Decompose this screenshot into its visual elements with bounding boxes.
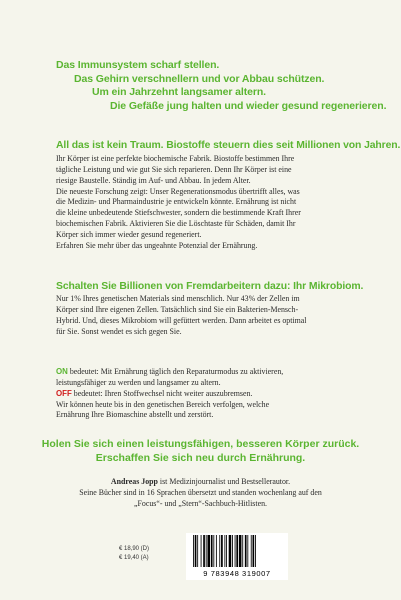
on-label: ON	[56, 367, 68, 376]
section2-line: Nur 1% Ihres genetischen Materials sind menschlich. Nur 43% der Zellen im	[56, 294, 300, 303]
tagline-line-4: Die Gefäße jung halten und wieder gesund regenerieren.	[110, 99, 387, 112]
tagline-line-3: Um ein Jahrzehnt langsamer altern.	[92, 86, 266, 98]
section2-body	[56, 294, 348, 337]
section1-line: Die neueste Forschung zeigt: Unser Regenerationsmodus übertrifft alles, was	[56, 186, 300, 196]
author-line3: „Focus“- und „Stern“-Sachbuch-Hitlisten.	[133, 499, 267, 508]
closing-line-1: Holen Sie sich einen leistungsfähigen, besseren Körper zurück.	[41, 438, 360, 450]
author-name: Andreas Jopp	[110, 477, 158, 486]
isbn-number: 9 783948 319007	[203, 569, 271, 578]
price-austria: € 19,40 (A)	[119, 555, 149, 561]
tagline-line-1: Das Immunsystem scharf stellen.	[56, 59, 220, 71]
tagline-block	[0, 59, 401, 113]
section3-body	[56, 367, 348, 421]
closing-line-2: Erschaffen Sie sich neu durch Ernährung.	[95, 452, 306, 464]
off-label: OFF	[56, 388, 72, 398]
section1-line: die kleine unbedeutende Stiefschwester, sondern die bestimmende Kraft Ihrer	[56, 208, 301, 218]
section1-line: Ihr Körper ist eine perfekte biochemische Fabrik. Biostoffe bestimmen Ihre	[56, 154, 295, 163]
author-line2: Seine Bücher sind in 16 Sprachen übersetzt und standen wochenlang auf den	[79, 488, 322, 497]
section3-line: Wir können heute bis in den genetischen Bereich verfolgen, welche	[56, 399, 270, 409]
section1-body	[56, 154, 348, 252]
section1-line: tägliche Leistung und wie gut Sie sich reparieren. Denn Ihr Körper ist eine	[56, 164, 292, 174]
section2-heading: Schalten Sie Billionen von Fremdarbeitern dazu: Ihr Mikrobiom.	[56, 281, 364, 292]
off-text: bedeutet: Ihren Stoffwechsel nicht weiter auszubremsen.	[71, 388, 253, 398]
on-text-continued: leistungsfähiger zu werden und langsamer zu altern.	[56, 377, 221, 387]
section1-line: die Medizin- und Pharmaindustrie je entwickeln könnte. Ernährung ist nicht	[56, 197, 297, 207]
section1-line: biochemischen Fabrik. Aktivieren Sie die Löschtaste für Schäden, damit Ihr	[56, 219, 296, 229]
section1-heading: All das ist kein Traum. Biostoffe steuern dies seit Millionen von Jahren.	[56, 140, 401, 151]
section1-line: Körper sich immer wieder gesund regeneriert.	[56, 229, 202, 239]
section1-line: Erfahren Sie mehr über das ungeahnte Potenzial der Ernährung.	[56, 240, 258, 250]
author-bio	[40, 476, 361, 509]
section3-line: Ernährung Ihre Biomaschine abstellt und zerstört.	[56, 410, 214, 420]
author-line1: ist Medizinjournalist und Bestsellerautor.	[157, 477, 291, 486]
section2-line: für Sie. Sonst wendet es sich gegen Sie.	[56, 326, 182, 336]
section2-line: Hybrid. Und, dieses Mikrobiom will gefüttert werden. Dann arbeitet es optimal	[56, 315, 307, 325]
section2-line: Körper sind Ihre eigenen Zellen. Tatsächlich sind Sie ein Bakterien-Mensch-	[56, 304, 299, 314]
isbn-barcode	[192, 535, 282, 567]
on-text: bedeutet: Mit Ernährung täglich den Reparaturmodus zu aktivieren,	[67, 367, 284, 376]
price-germany: € 18,90 (D)	[119, 546, 150, 552]
tagline-line-2: Das Gehirn verschnellern und vor Abbau schützen.	[74, 72, 325, 85]
section1-line: riesige Baustelle. Ständig im Auf- und Abbau. In jedem Alter.	[56, 175, 251, 185]
closing-block	[40, 437, 361, 465]
